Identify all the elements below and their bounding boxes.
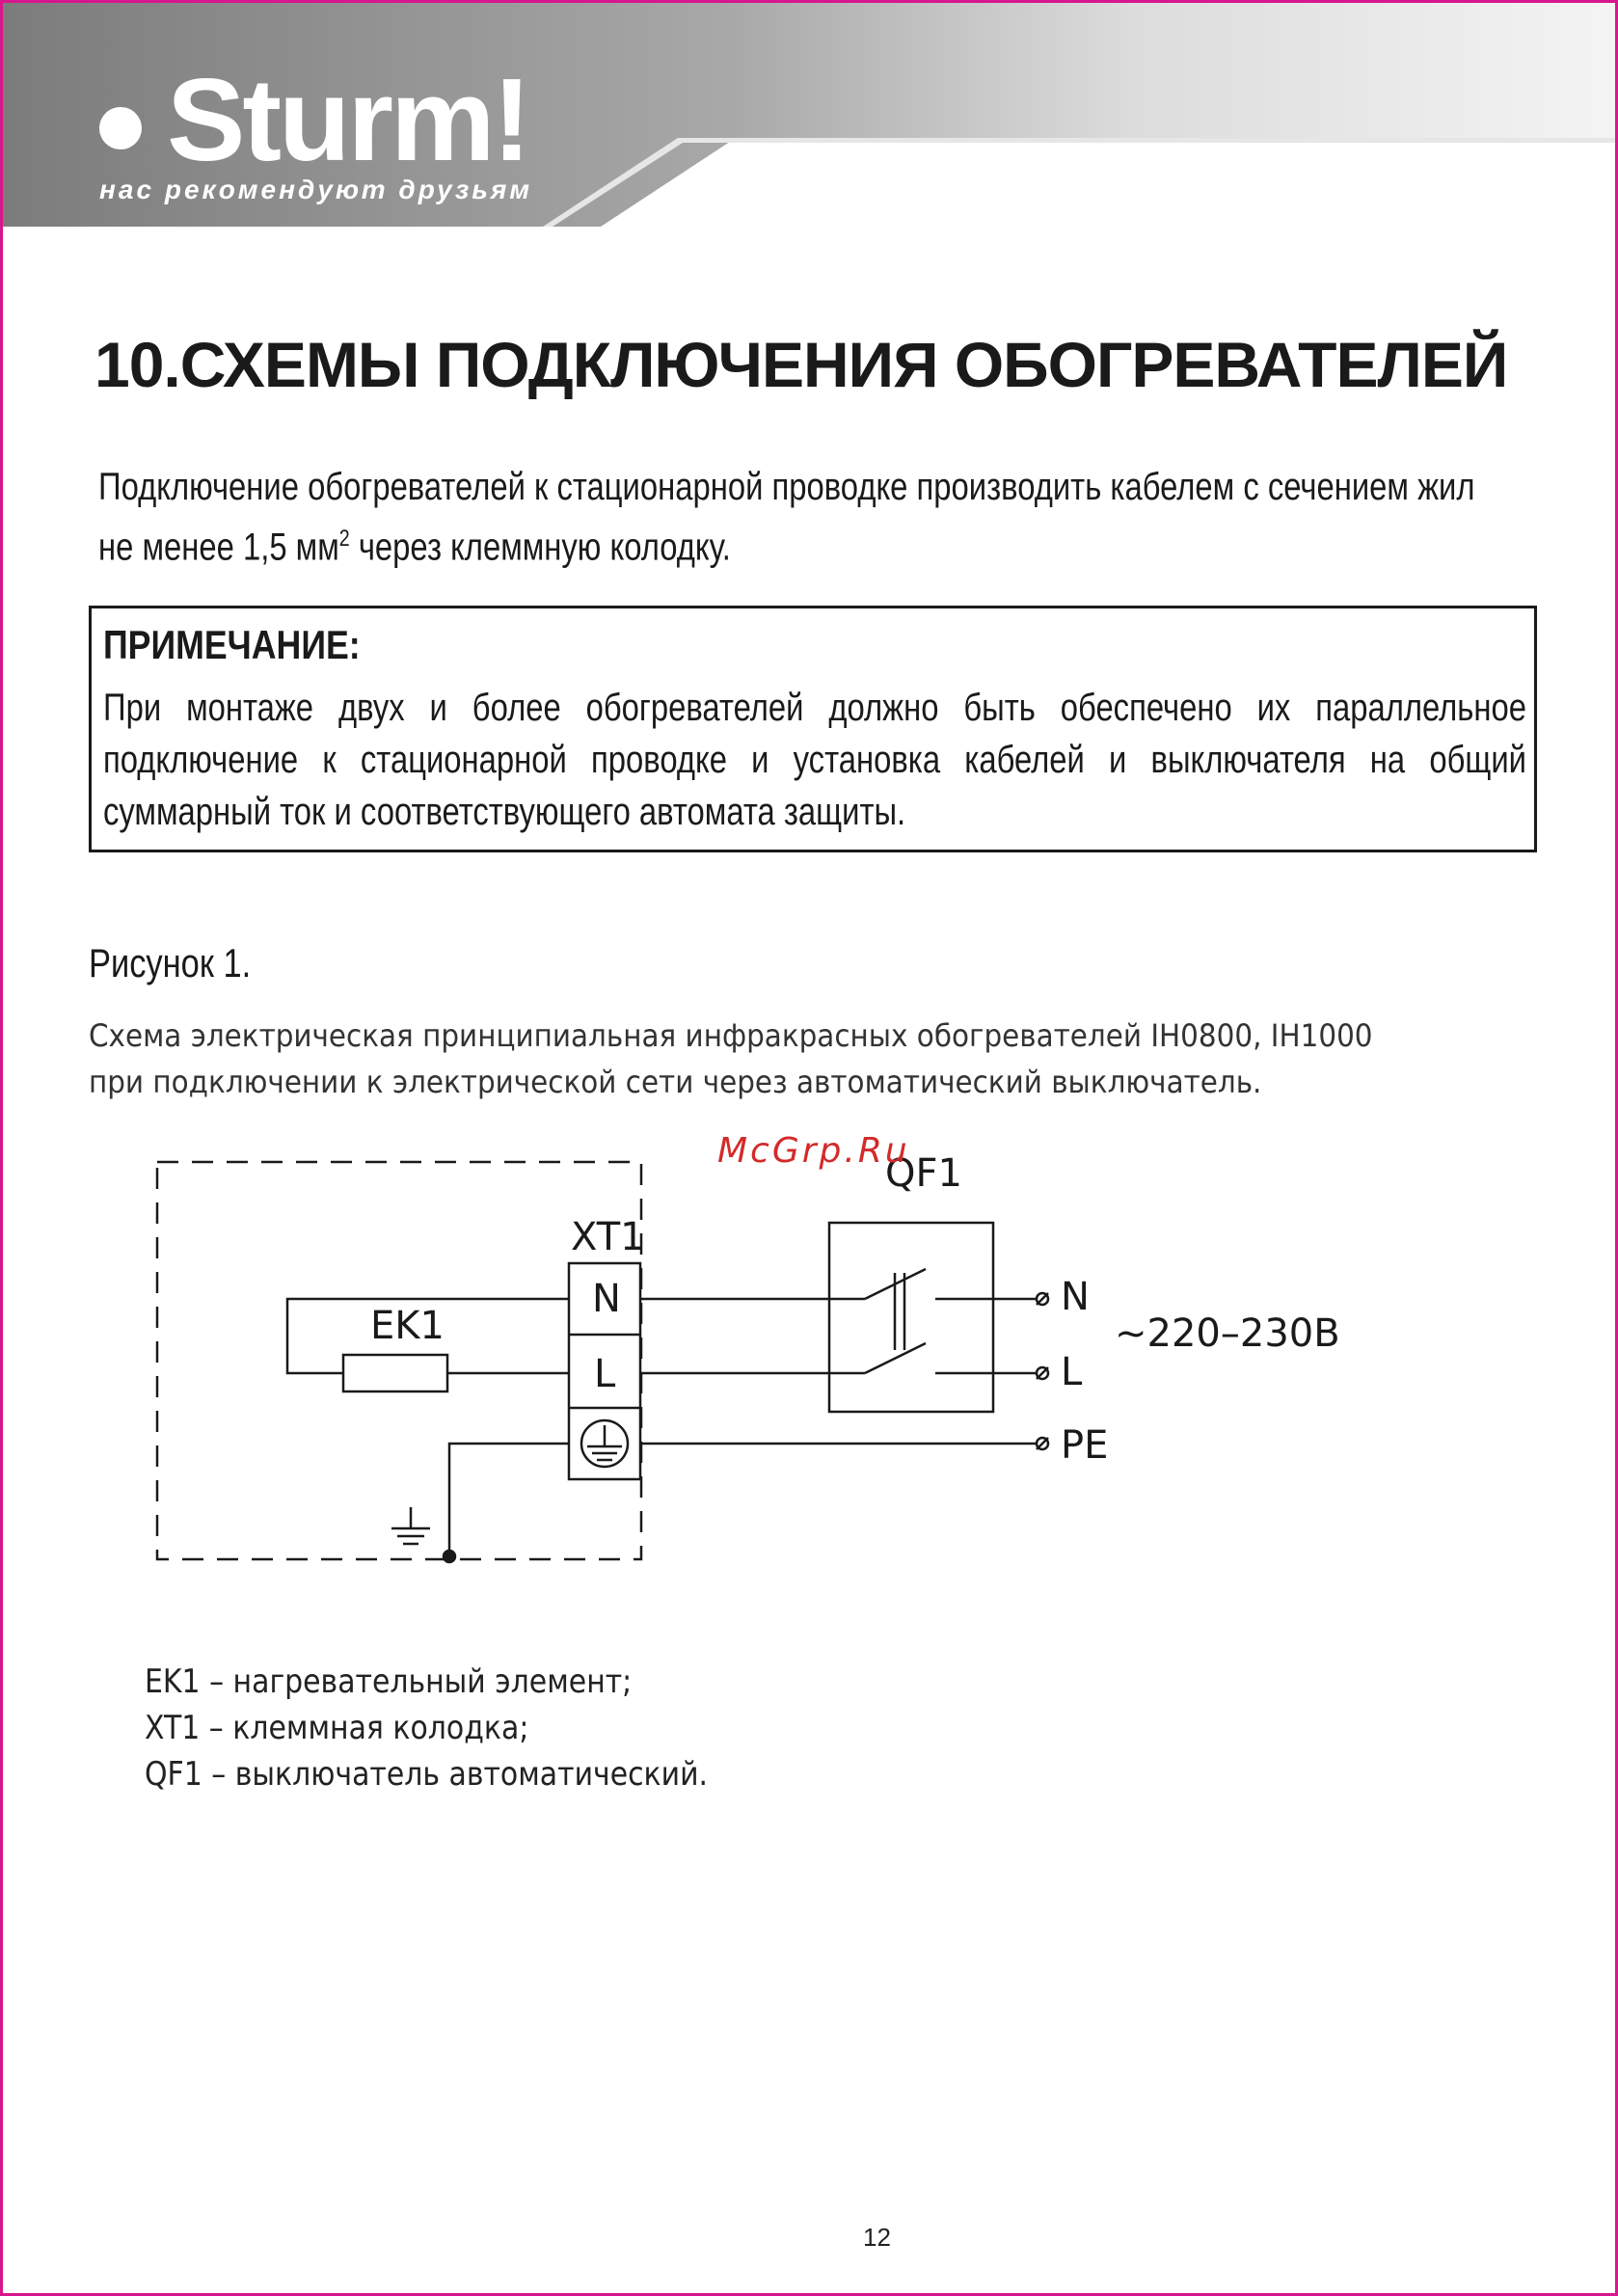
- label-terminal-l: L: [594, 1352, 616, 1396]
- legend-item: EK1 – нагревательный элемент;: [145, 1662, 633, 1701]
- figure-caption-line1: Схема электрическая принципиальная инфракрасных обогревателей IH0800, IH1000: [89, 1017, 1373, 1054]
- legend-item: XT1 – клеммная колодка;: [145, 1709, 529, 1747]
- intro-paragraph: [98, 461, 1514, 573]
- intro-text-b: через клеммную колодку.: [349, 526, 731, 569]
- label-xt1: XT1: [571, 1215, 645, 1259]
- note-title: ПРИМЕЧАНИЕ:: [103, 622, 361, 667]
- label-out-pe: PE: [1061, 1423, 1109, 1468]
- logo-dot: [99, 107, 142, 149]
- watermark: McGrp.Ru: [717, 1131, 910, 1171]
- figure-title: Рисунок 1.: [89, 940, 252, 986]
- label-ek1: EK1: [370, 1304, 445, 1348]
- label-out-n: N: [1061, 1275, 1090, 1319]
- logo-wordmark: Sturm!: [167, 54, 529, 185]
- brand-header: [3, 3, 1615, 227]
- label-qf1: QF1: [885, 1151, 962, 1196]
- figure-caption-line2: при подключении к электрической сети через автоматический выключатель.: [89, 1064, 1262, 1100]
- diagram-legend: [145, 1659, 708, 1797]
- brand-tagline: нас рекомендуют друзьям: [99, 175, 533, 204]
- legend-item: QF1 – выключатель автоматический.: [145, 1755, 709, 1794]
- note-box: [89, 606, 1537, 852]
- note-text: При монтаже двух и более обогревателей должно быть обеспечено их параллельное подключение к стационарной проводке и установка кабелей и выключателя на общий суммарный ток и соответствующего автомата защиты.: [103, 687, 1526, 833]
- intro-text-a: Подключение обогревателей к стационарной проводке производить кабелем с сечением жил не менее 1,5 мм: [98, 466, 1475, 569]
- label-terminal-n: N: [592, 1277, 621, 1321]
- label-voltage: ~220–230В: [1115, 1311, 1340, 1356]
- section-title: 10.СХЕМЫ ПОДКЛЮЧЕНИЯ ОБОГРЕВАТЕЛЕЙ: [94, 329, 1508, 400]
- figure-caption: [89, 1013, 1373, 1105]
- intro-superscript: 2: [338, 526, 350, 552]
- page-number: 12: [863, 2223, 891, 2252]
- label-out-l: L: [1061, 1350, 1083, 1394]
